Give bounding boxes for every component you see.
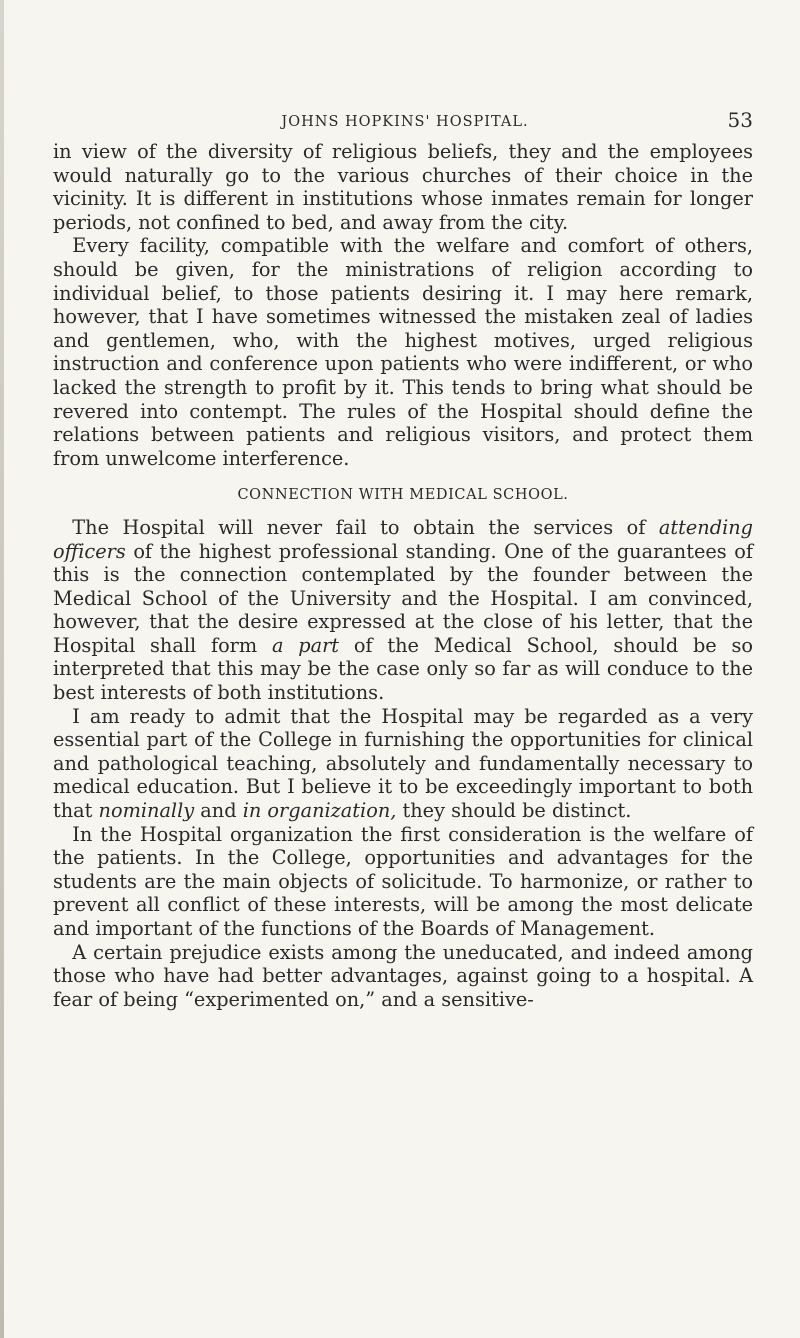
paragraph-6: A certain prejudice exists among the uneducated, and indeed among those who have had better advantages, against going to a hospital. A fear of being “experimented on,” and a sensitive- xyxy=(53,940,753,1011)
italic-term: nominally xyxy=(98,799,195,823)
text-span: of the Medical School, should be so interpreted that this may be the case only so far as will conduce to the best interests of both institutions. xyxy=(53,633,753,705)
section-heading: CONNECTION WITH MEDICAL SCHOOL. xyxy=(237,487,569,504)
italic-term: a part xyxy=(271,633,340,657)
text-span: The Hospital will never fail to obtain the services of xyxy=(72,515,659,539)
text-span: of the highest professional standing. One of the guarantees of this is the connection contemplated by the founder between the Medical School of the University and the Hospital. I am convinced, however, that the desire expressed at the close of his letter, that the Hospital shall form xyxy=(53,539,753,657)
italic-term: attending officers xyxy=(53,515,753,563)
paragraph-1: in view of the diversity of religious beliefs, they and the employees would naturally go to the various churches of their choice in the vicinity. It is different in institutions whose inmates remain for longer periods, not confined to bed, and away from the city. xyxy=(53,140,753,234)
page-edge xyxy=(0,0,4,1338)
text-span: and xyxy=(194,799,243,823)
italic-term: in organization, xyxy=(242,799,397,823)
page-number: 53 xyxy=(727,108,753,132)
text-span: I am ready to admit that the Hospital may be regarded as a very essential part of the College in furnishing the opportunities for clinical and pathological teaching, absolutely and fundamentally necessary to medical education. But I believe it to be exceedingly important to both that xyxy=(53,704,753,823)
paragraph-4 xyxy=(53,705,753,823)
page-header xyxy=(55,108,755,138)
paragraph-2: Every facility, compatible with the welfare and comfort of others, should be given, for the ministrations of religion according to individual belief, to those patients desiring it. I may here remark, however, that I have sometimes witnessed the mistaken zeal of ladies and gentlemen, who, with the highest motives, urged religious instruction and conference upon patients who were indifferent, or who lacked the strength to profit by it. This tends to bring what should be revered into contempt. The rules of the Hospital should define the relations between patients and religious visitors, and protect them from unwelcome interference. xyxy=(53,234,753,470)
body-text xyxy=(53,140,753,1011)
paragraph-5: In the Hospital organization the first consideration is the welfare of the patients. In the College, opportunities and advantages for the students are the main objects of solicitude. To harmonize, or rather to prevent all conflict of these interests, will be among the most delicate and important of the functions of the Boards of Management. xyxy=(53,822,753,940)
text-span: they should be distinct. xyxy=(396,799,632,823)
running-head: JOHNS HOPKINS' HOSPITAL. xyxy=(281,114,529,130)
paragraph-3 xyxy=(53,516,753,705)
